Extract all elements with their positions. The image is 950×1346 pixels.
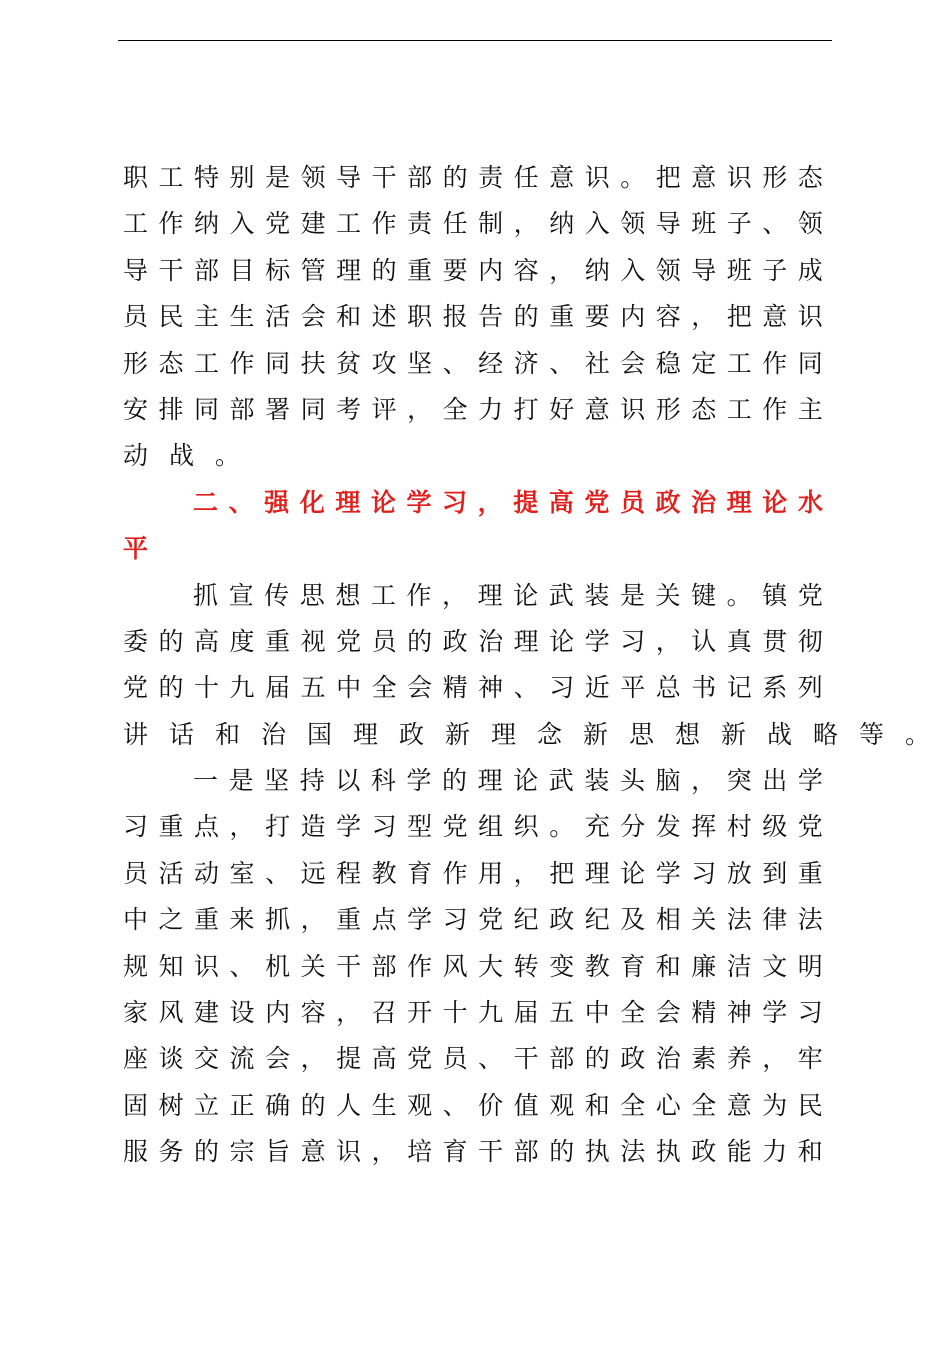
- text-line: 员 民 主 生 活 会 和 述 职 报 告 的 重 要 内 容 ， 把 意 识: [123, 302, 823, 332]
- text-line: 家 风 建 设 内 容 ， 召 开 十 九 届 五 中 全 会 精 神 学 习: [123, 998, 823, 1028]
- section-heading: 二 、 强 化 理 论 学 习 ， 提 高 党 员 政 治 理 论 水: [193, 487, 823, 517]
- document-body: [123, 155, 931, 1176]
- text-line: 党 的 十 九 届 五 中 全 会 精 神 、 习 近 平 总 书 记 系 列: [123, 673, 823, 703]
- text-line: 安 排 同 部 署 同 考 评 ， 全 力 打 好 意 识 形 态 工 作 主: [123, 394, 823, 424]
- paragraph-first-line: 一 是 坚 持 以 科 学 的 理 论 武 装 头 脑 ， 突 出 学: [193, 766, 823, 796]
- paragraph-first-line: 抓 宣 传 思 想 工 作 ， 理 论 武 装 是 关 键 。 镇 党: [193, 580, 823, 610]
- text-line: 委 的 高 度 重 视 党 员 的 政 治 理 论 学 习 ， 认 真 贯 彻: [123, 626, 823, 656]
- text-line: 导 干 部 目 标 管 理 的 重 要 内 容 ， 纳 入 领 导 班 子 成: [123, 255, 823, 285]
- text-line: 形 态 工 作 同 扶 贫 攻 坚 、 经 济 、 社 会 稳 定 工 作 同: [123, 348, 823, 378]
- text-line: 讲 话 和 治 国 理 政 新 理 念 新 思 想 新 战 略 等 。: [123, 719, 931, 749]
- text-line: 服 务 的 宗 旨 意 识 ， 培 育 干 部 的 执 法 执 政 能 力 和: [123, 1137, 823, 1167]
- text-line: 职 工 特 别 是 领 导 干 部 的 责 任 意 识 。 把 意 识 形 态: [123, 163, 823, 192]
- header-rule: [118, 40, 832, 41]
- section-heading-continued: 平: [123, 534, 149, 564]
- text-line: 员 活 动 室 、 远 程 教 育 作 用 ， 把 理 论 学 习 放 到 重: [123, 858, 823, 888]
- text-line: 中 之 重 来 抓 ， 重 点 学 习 党 纪 政 纪 及 相 关 法 律 法: [123, 905, 823, 935]
- text-line: 座 谈 交 流 会 ， 提 高 党 员 、 干 部 的 政 治 素 养 ， 牢: [123, 1044, 823, 1074]
- text-line: 规 知 识 、 机 关 干 部 作 风 大 转 变 教 育 和 廉 洁 文 明: [123, 951, 823, 981]
- text-line: 动 战 。: [123, 441, 241, 471]
- text-line: 习 重 点 ， 打 造 学 习 型 党 组 织 。 充 分 发 挥 村 级 党: [123, 812, 823, 842]
- text-line: 固 树 立 正 确 的 人 生 观 、 价 值 观 和 全 心 全 意 为 民: [123, 1090, 823, 1120]
- text-line: 工 作 纳 入 党 建 工 作 责 任 制 ， 纳 入 领 导 班 子 、 领: [123, 209, 823, 239]
